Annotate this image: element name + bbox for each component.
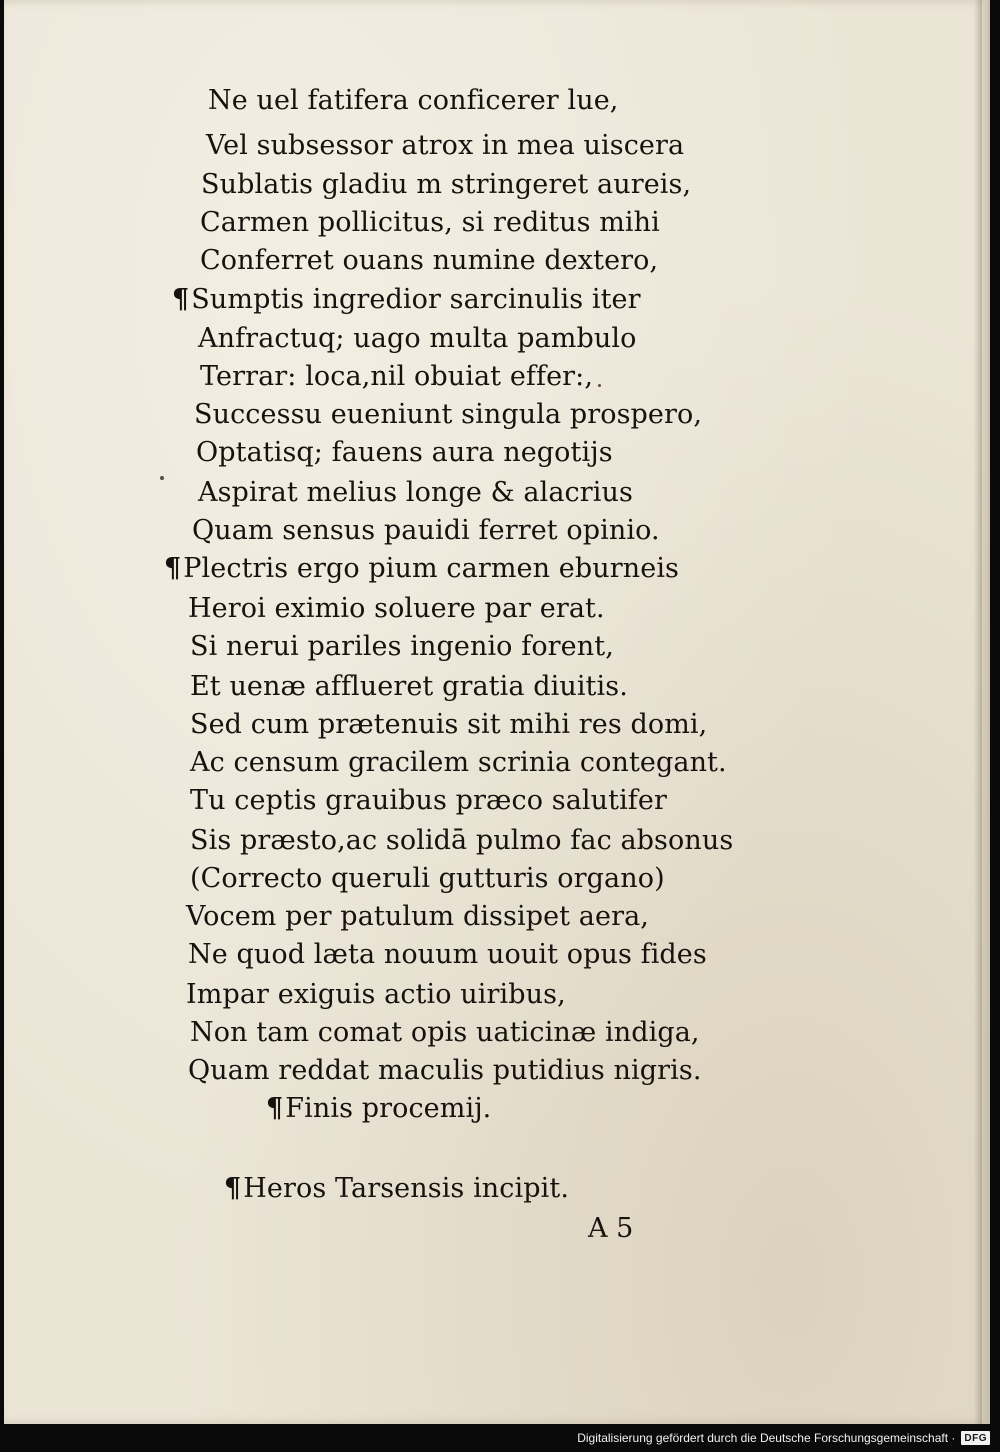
digitization-footer [577,1428,990,1448]
pilcrow-icon: ¶ [172,284,190,315]
verse-line-text: Sublatis gladiu m stringeret aureis, [201,169,692,200]
verse-line [206,129,684,163]
verse-line-text: Aspirat melius longe & alacrius [198,477,633,508]
verse-line-text: Ac censum gracilem scrinia contegant. [190,747,727,778]
verse-line-text: Ne quod læta nouum uouit opus fides [188,939,707,970]
verse-line [190,1016,700,1050]
verse-line-text: Vel subsessor atrox in mea uiscera [206,130,685,161]
verse-line [266,1092,491,1126]
verse-line [200,206,660,240]
verse-line-text: Carmen pollicitus, si reditus mihi [200,207,660,238]
verse-line-text: Impar exiguis actio uiribus, [186,979,566,1010]
verse-line-text: Terrar: loca,nil obuiat effer:, [200,361,594,392]
verse-line-text: Quam reddat maculis putidius nigris. [188,1055,702,1086]
verse-line-text: Plectris ergo pium carmen eburneis [183,553,680,584]
verse-line [190,708,707,742]
verse-line [188,592,605,626]
verse-line [194,398,702,432]
pilcrow-icon: ¶ [266,1093,284,1124]
verse-line-text: Vocem per patulum dissipet aera, [186,901,649,932]
verse-line-text: Sis præsto,ac solidā pulmo fac absonus [190,825,734,856]
verse-line [186,978,566,1012]
verse-line-text: (Correcto queruli gutturis organo) [190,863,665,894]
verse-line [200,360,593,394]
verse-text-block [4,0,988,1424]
verse-line-text: Optatisq; fauens aura negotijs [196,437,613,468]
verse-line [190,862,665,896]
verse-line [192,514,660,548]
verse-line [190,630,614,664]
verse-line [208,84,618,118]
dfg-logo-icon: DFG [961,1431,990,1445]
verse-line [190,670,628,704]
verse-line-text: Finis procemij. [285,1093,492,1124]
footer-credit-text: Digitalisierung gefördert durch die Deutsche Forschungsgemeinschaft · [577,1431,956,1445]
verse-line [190,784,667,818]
pilcrow-icon: ¶ [164,553,182,584]
verse-line [188,1054,702,1088]
signature-mark: A 5 [588,1213,634,1244]
verse-line [201,168,691,202]
verse-line-text: Et uenæ afflueret gratia diuitis. [190,671,628,702]
verse-line-text: Sed cum prætenuis sit mihi res domi, [190,709,708,740]
verse-line-text: Non tam comat opis uaticinæ indiga, [190,1017,700,1048]
verse-line [172,283,641,317]
verse-line-text: Tu ceptis grauibus præco salutifer [190,785,667,816]
verse-line-text: Quam sensus pauidi ferret opinio. [192,515,660,546]
verse-line-text: Sumptis ingredior sarcinulis iter [191,284,641,315]
pilcrow-icon: ¶ [224,1173,242,1204]
verse-line-text: Heroi eximio soluere par erat. [188,593,605,624]
verse-line [186,900,649,934]
verse-line-text: Heros Tarsensis incipit. [243,1173,570,1204]
verse-line [224,1172,569,1206]
verse-line-text: Conferret ouans numine dextero, [200,245,659,276]
verse-line-text: Successu eueniunt singula prospero, [194,399,703,430]
verse-line [188,938,707,972]
verse-line-text: Si nerui pariles ingenio forent, [190,631,614,662]
verse-line [190,824,733,858]
verse-line-text: Ne uel fatifera conficerer lue, [208,85,619,116]
verse-line [198,322,636,356]
verse-line [198,476,633,510]
verse-line [190,746,727,780]
verse-line [196,436,613,470]
book-page [4,0,990,1424]
verse-line [164,552,679,586]
verse-line-text: Anfractuq; uago multa pambulo [198,323,637,354]
verse-line [200,244,658,278]
